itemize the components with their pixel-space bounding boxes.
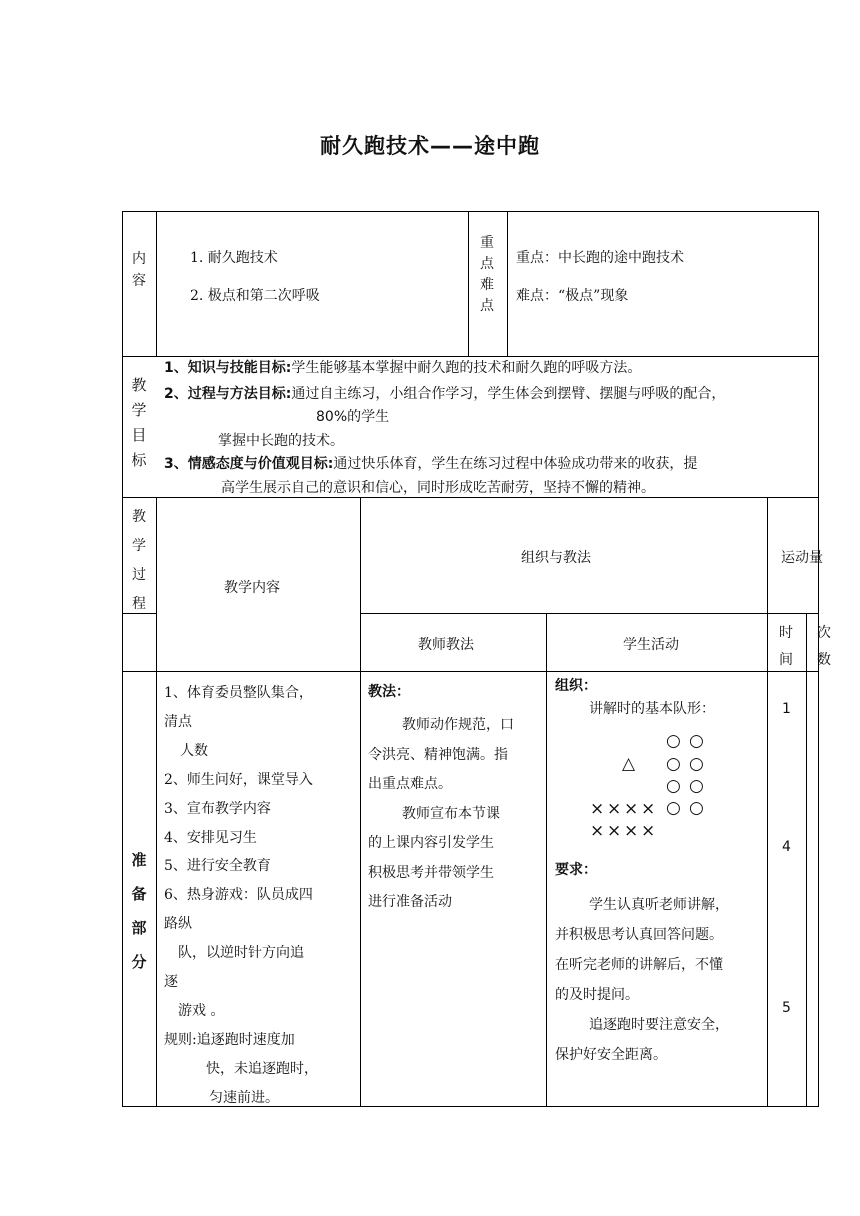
req-head: 要求： — [555, 862, 597, 878]
objective-1 — [164, 358, 641, 378]
teacher-method-head: 教法： — [368, 684, 410, 700]
objective-2-head: 2、过程与方法目标: — [164, 386, 292, 402]
circle-8: ○ — [689, 798, 704, 818]
circle-3: ○ — [666, 754, 681, 774]
content-label: 内 容 — [132, 251, 146, 289]
difficulty: 难点：“极点”现象 — [516, 288, 629, 304]
time-header: 时 间 — [779, 625, 793, 668]
teacher-method-text: 教师动作规范，口 令洪亮、精神饱满。指 出重点难点。 教师宣布本节课 的上课内容引发学生 积极思考并带领学生 进行准备活动 — [368, 717, 514, 910]
student-header: 学生活动 — [623, 637, 679, 653]
teacher-triangle: △ — [622, 754, 636, 774]
cross-4: × — [641, 799, 656, 819]
objective-2-body: 通过自主练习，小组合作学习，学生体会到摆臂、摆腿与呼吸的配合， — [291, 386, 726, 402]
prep-content: 1、体育委员整队集合， 清点 人数 2、师生问好，课堂导入 3、宣布教学内容 4、安排见习生 5、进行安全教育 6、热身游戏：队员成四 路纵 队，以逆时针方向追 逐 游戏 。 规则:追逐跑时速度加 快，未追逐跑时， 匀速前进。 — [164, 685, 318, 1106]
objectives-label: 教 学 目 标 — [131, 376, 147, 469]
process-label: 教 学 过 程 — [132, 509, 146, 612]
time-3: 5 — [782, 1000, 791, 1016]
cross-6: × — [607, 821, 622, 841]
load-header: 运动量 — [781, 550, 823, 566]
objective-2 — [164, 384, 725, 404]
cross-1: × — [590, 799, 605, 819]
circle-5: ○ — [666, 776, 681, 796]
objective-2-line2: 80%的学生 — [316, 409, 390, 425]
keypoint-label: 重 点 难 点 — [480, 235, 494, 314]
cross-8: × — [641, 821, 656, 841]
objective-3 — [164, 454, 697, 474]
cross-7: × — [624, 821, 639, 841]
count-header: 次 数 — [817, 625, 831, 668]
req-text: 学生认真听老师讲解， 并积极思考认真回答问题。 在听完老师的讲解后，不懂 的及时提问。 追逐跑时要注意安全， 保护好安全距离。 — [555, 897, 729, 1063]
objective-3-body: 通过快乐体育，学生在练习过程中体验成功带来的收获，提 — [333, 456, 698, 472]
page-title: 耐久跑技术——途中跑 — [320, 134, 540, 158]
org-header: 组织与教法 — [521, 550, 591, 566]
org-head: 组织： — [555, 678, 597, 694]
objective-3-line2: 高学生展示自己的意识和信心，同时形成吃苦耐劳，坚持不懈的精神。 — [221, 480, 655, 496]
objective-1-head: 1、知识与技能目标: — [164, 360, 292, 376]
content-item-2: 2. 极点和第二次呼吸 — [190, 288, 320, 304]
circle-6: ○ — [689, 776, 704, 796]
teacher-header: 教师教法 — [418, 637, 474, 653]
cross-3: × — [624, 799, 639, 819]
circle-1: ○ — [666, 731, 681, 751]
content-item-1: 1. 耐久跑技术 — [190, 250, 278, 266]
key-point: 重点：中长跑的途中跑技术 — [516, 250, 684, 266]
objective-1-body: 学生能够基本掌握中耐久跑的技术和耐久跑的呼吸方法。 — [291, 360, 642, 376]
org-line: 讲解时的基本队形： — [589, 701, 715, 717]
circle-7: ○ — [666, 798, 681, 818]
time-1: 1 — [782, 701, 791, 717]
cross-5: × — [590, 821, 605, 841]
objective-3-head: 3、情感态度与价值观目标: — [164, 456, 334, 472]
circle-4: ○ — [689, 754, 704, 774]
objective-2-line3: 掌握中长跑的技术。 — [218, 433, 344, 449]
content-header: 教学内容 — [224, 580, 280, 596]
circle-2: ○ — [689, 731, 704, 751]
prep-label: 准 备 部 分 — [131, 851, 147, 971]
cross-2: × — [607, 799, 622, 819]
time-2: 4 — [782, 839, 791, 855]
